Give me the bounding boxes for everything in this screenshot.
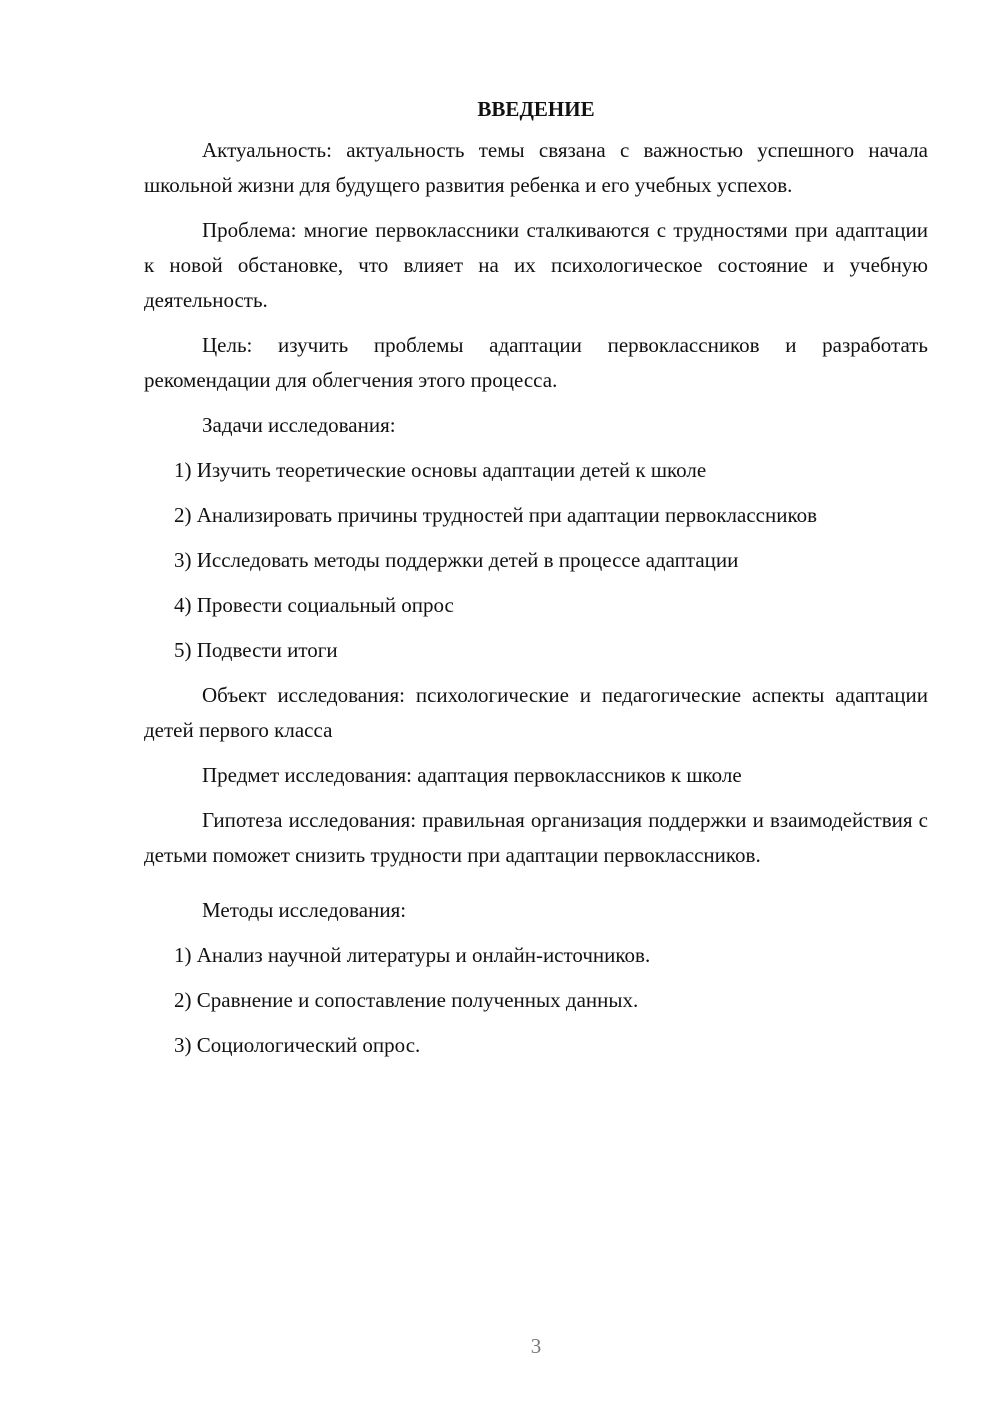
task-item-2: 2) Анализировать причины трудностей при адаптации первоклассников	[174, 503, 818, 527]
method-item-1: 1) Анализ научной литературы и онлайн-источников.	[174, 943, 651, 967]
subject-paragraph: Предмет исследования: адаптация первоклассников к школе	[202, 763, 742, 787]
page-number: 3	[530, 1334, 542, 1358]
task-item-1: 1) Изучить теоретические основы адаптации детей к школе	[174, 458, 707, 482]
task-item-5: 5) Подвести итоги	[174, 638, 338, 662]
tasks-heading: Задачи исследования:	[202, 413, 396, 437]
page-title: ВВЕДЕНИЕ	[477, 97, 595, 121]
hypothesis-paragraph: Гипотеза исследования: правильная организация поддержки и взаимодействия с детьми поможет снизить трудности при адаптации первоклассников.	[144, 808, 928, 867]
goal-paragraph: Цель: изучить проблемы адаптации первоклассников и разработать рекомендации для облегчения этого процесса.	[144, 333, 928, 392]
methods-heading: Методы исследования:	[202, 898, 407, 922]
method-item-2: 2) Сравнение и сопоставление полученных данных.	[174, 988, 639, 1012]
problem-paragraph: Проблема: многие первоклассники сталкиваются с трудностями при адаптации к новой обстановке, что влияет на их психологическое состояние и учебную деятельность.	[144, 218, 928, 312]
document-body	[144, 92, 928, 1073]
object-paragraph: Объект исследования: психологические и педагогические аспекты адаптации детей первого класса	[144, 683, 928, 742]
task-item-3: 3) Исследовать методы поддержки детей в процессе адаптации	[174, 548, 739, 572]
relevance-paragraph: Актуальность: актуальность темы связана с важностью успешного начала школьной жизни для будущего развития ребенка и его учебных успехов.	[144, 138, 928, 197]
task-item-4: 4) Провести социальный опрос	[174, 593, 454, 617]
method-item-3: 3) Социологический опрос.	[174, 1033, 421, 1057]
